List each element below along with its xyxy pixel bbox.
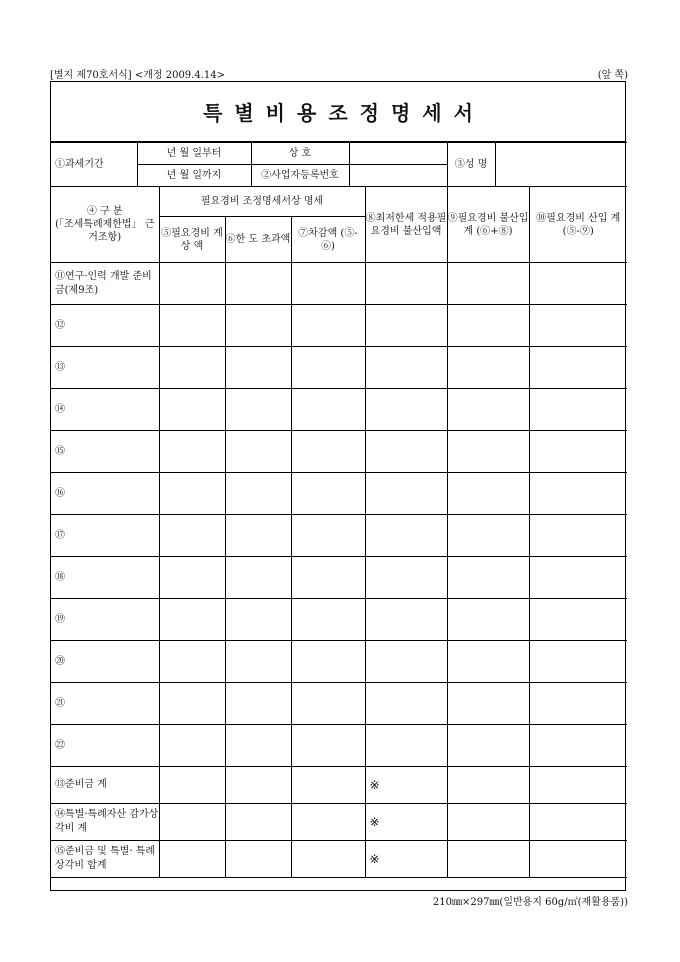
amount-cell[interactable] [291,767,365,804]
table-row [51,725,627,767]
amount-cell[interactable] [159,263,225,305]
not-applicable-mark: ※ [365,804,447,841]
amount-cell[interactable] [225,347,291,389]
row-label: ⑳ [51,641,159,683]
amount-cell[interactable] [225,263,291,305]
category-header [51,187,159,263]
table-row [51,641,627,683]
table-row [51,473,627,515]
amount-cell[interactable] [365,431,447,473]
row-label: ⑮ [51,431,159,473]
tax-period-label: ①과세기간 [51,143,137,187]
amount-cell[interactable] [447,557,529,599]
amount-cell[interactable] [159,641,225,683]
amount-cell[interactable] [291,725,365,767]
form-reference: [별지 제70호서식] <개정 2009.4.14> [50,70,225,81]
amount-cell[interactable] [529,599,627,641]
col6-header: ⑥한 도 초과액 [225,217,291,263]
amount-cell[interactable] [225,767,291,804]
amount-cell[interactable] [529,389,627,431]
amount-cell[interactable] [529,347,627,389]
amount-cell[interactable] [225,641,291,683]
amount-cell[interactable] [365,305,447,347]
adjustment-table [51,186,627,878]
amount-cell[interactable] [447,599,529,641]
amount-cell[interactable] [447,683,529,725]
amount-cell[interactable] [225,515,291,557]
amount-cell[interactable] [159,431,225,473]
row-label: ⑬ [51,347,159,389]
group-header: 필요경비 조정명세서상 명세 [159,187,365,217]
amount-cell[interactable] [159,389,225,431]
amount-cell[interactable] [529,804,627,841]
table-row [51,347,627,389]
amount-cell[interactable] [365,599,447,641]
amount-cell[interactable] [291,431,365,473]
amount-cell[interactable] [365,263,447,305]
name-value[interactable] [495,143,627,187]
row-label: ⑭ [51,389,159,431]
table-row [51,683,627,725]
amount-cell[interactable] [291,841,365,878]
amount-cell[interactable] [291,599,365,641]
col10-header: ⑩필요경비 산입 계 (⑤-⑨) [529,187,627,263]
amount-cell[interactable] [225,599,291,641]
col8-header: ⑧최저한세 적용필요경비 불산입액 [365,187,447,263]
total-row [51,767,627,804]
amount-cell[interactable] [225,683,291,725]
amount-cell[interactable] [529,641,627,683]
table-row [51,515,627,557]
amount-cell[interactable] [365,347,447,389]
form-title: 특별비용조정명세서 [51,82,625,142]
amount-cell[interactable] [365,641,447,683]
amount-cell[interactable] [447,347,529,389]
amount-cell[interactable] [529,767,627,804]
amount-cell[interactable] [159,599,225,641]
amount-cell[interactable] [447,804,529,841]
row-label: ⑰ [51,515,159,557]
row-label: ㉒ [51,725,159,767]
total-row-label: ⑭특별·특례자산 감가상각비 계 [51,804,159,841]
amount-cell[interactable] [159,557,225,599]
category-header-sub: (「조세특례제한법」 근거조항) [55,219,155,243]
paper-spec: 210㎜×297㎜(일반용지 60g/㎡(재활용품)) [432,897,628,908]
amount-cell[interactable] [365,725,447,767]
amount-cell[interactable] [365,473,447,515]
amount-cell[interactable] [291,804,365,841]
page-side-label: (앞 쪽) [597,70,628,81]
taxpayer-info-table [51,142,627,187]
trade-name-label: 상 호 [251,143,349,165]
biz-reg-no-label: ②사업자등록번호 [251,165,349,187]
table-row [51,263,627,305]
amount-cell[interactable] [365,515,447,557]
amount-cell[interactable] [159,841,225,878]
amount-cell[interactable] [529,305,627,347]
amount-cell[interactable] [365,683,447,725]
amount-cell[interactable] [447,641,529,683]
total-row-label: ⑬준비금 계 [51,767,159,804]
amount-cell[interactable] [529,263,627,305]
total-row [51,841,627,878]
table-row [51,431,627,473]
amount-cell[interactable] [225,473,291,515]
special-expense-adjustment-form [50,81,626,891]
row-label: ㉑ [51,683,159,725]
amount-cell[interactable] [447,473,529,515]
table-row [51,599,627,641]
amount-cell[interactable] [291,263,365,305]
amount-cell[interactable] [291,305,365,347]
amount-cell[interactable] [159,683,225,725]
table-row [51,305,627,347]
not-applicable-mark: ※ [365,767,447,804]
amount-cell[interactable] [447,767,529,804]
form-reference-line [50,66,628,80]
amount-cell[interactable] [447,305,529,347]
not-applicable-mark: ※ [365,841,447,878]
row-label: ⑱ [51,557,159,599]
trade-name-value[interactable] [349,143,447,165]
amount-cell[interactable] [159,804,225,841]
row-label: ⑲ [51,599,159,641]
table-row [51,389,627,431]
col7-header: ⑦차감액 (⑤-⑥) [291,217,365,263]
amount-cell[interactable] [529,683,627,725]
amount-cell[interactable] [365,557,447,599]
amount-cell[interactable] [529,431,627,473]
row-label: ⑫ [51,305,159,347]
amount-cell[interactable] [365,389,447,431]
amount-cell[interactable] [447,263,529,305]
amount-cell[interactable] [159,767,225,804]
amount-cell[interactable] [291,473,365,515]
amount-cell[interactable] [447,841,529,878]
amount-cell[interactable] [159,515,225,557]
amount-cell[interactable] [291,557,365,599]
amount-cell[interactable] [447,389,529,431]
amount-cell[interactable] [225,389,291,431]
amount-cell[interactable] [291,389,365,431]
amount-cell[interactable] [529,515,627,557]
amount-cell[interactable] [447,431,529,473]
amount-cell[interactable] [447,515,529,557]
col5-header: ⑤필요경비 계 상 액 [159,217,225,263]
amount-cell[interactable] [291,515,365,557]
amount-cell[interactable] [447,725,529,767]
period-to[interactable]: 년 월 일까지 [137,165,251,187]
amount-cell[interactable] [159,305,225,347]
amount-cell[interactable] [225,841,291,878]
amount-cell[interactable] [225,557,291,599]
total-row-label: ⑮준비금 및 특별· 특례상각비 합계 [51,841,159,878]
category-header-title: ④ 구 분 [86,206,123,217]
amount-cell[interactable] [529,473,627,515]
amount-cell[interactable] [225,804,291,841]
amount-cell[interactable] [159,473,225,515]
row-label: ⑯ [51,473,159,515]
amount-cell[interactable] [529,841,627,878]
col9-header: ⑨필요경비 불산입 계 (⑥+⑧) [447,187,529,263]
amount-cell[interactable] [529,725,627,767]
amount-cell[interactable] [225,725,291,767]
period-from[interactable]: 년 월 일부터 [137,143,251,165]
name-label: ③성 명 [447,143,495,187]
biz-reg-no-value[interactable] [349,165,447,187]
amount-cell[interactable] [529,557,627,599]
row-label: ⑪연구·인력 개발 준비금(제9조) [51,263,159,305]
table-row [51,557,627,599]
amount-cell[interactable] [159,725,225,767]
amount-cell[interactable] [291,641,365,683]
amount-cell[interactable] [159,347,225,389]
amount-cell[interactable] [291,683,365,725]
amount-cell[interactable] [291,347,365,389]
amount-cell[interactable] [225,431,291,473]
amount-cell[interactable] [225,305,291,347]
total-row [51,804,627,841]
